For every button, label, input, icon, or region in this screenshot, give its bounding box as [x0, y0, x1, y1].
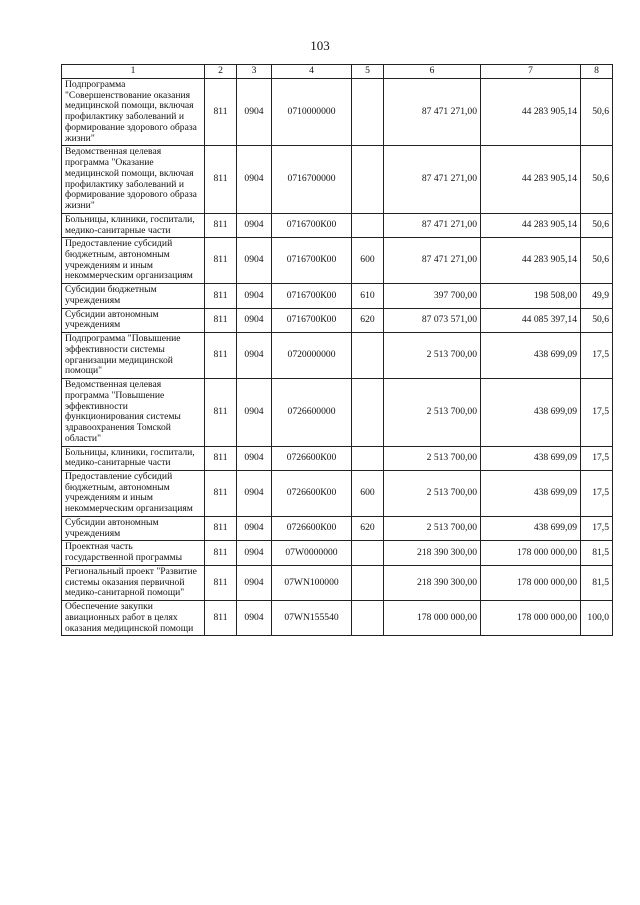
table-row	[62, 213, 613, 237]
row-target-code-cell: 0716700К00	[272, 284, 352, 308]
row-grbs-cell: 811	[205, 379, 237, 446]
row-plan-amount-cell: 2 513 700,00	[384, 333, 481, 379]
row-grbs-cell: 811	[205, 541, 237, 565]
header-col-8: 8	[581, 65, 613, 79]
row-name-cell: Субсидии автономным учреждениям	[62, 308, 205, 332]
row-percent-cell: 17,5	[581, 333, 613, 379]
row-section-cell: 0904	[237, 470, 272, 516]
table-row	[62, 541, 613, 565]
row-plan-amount-cell: 218 390 300,00	[384, 565, 481, 600]
row-grbs-cell: 811	[205, 470, 237, 516]
row-grbs-cell: 811	[205, 601, 237, 636]
row-section-cell: 0904	[237, 213, 272, 237]
row-plan-amount-cell: 2 513 700,00	[384, 470, 481, 516]
row-name-cell: Ведомственная целевая программа "Повышение эффективности функционирования системы здравоохранения Томской области"	[62, 379, 205, 446]
row-section-cell: 0904	[237, 238, 272, 284]
row-expense-type-cell	[352, 333, 384, 379]
table-row	[62, 238, 613, 284]
row-expense-type-cell	[352, 601, 384, 636]
row-name-cell: Субсидии бюджетным учреждениям	[62, 284, 205, 308]
row-name-cell: Обеспечение закупки авиационных работ в целях оказания медицинской помощи	[62, 601, 205, 636]
row-plan-amount-cell: 2 513 700,00	[384, 379, 481, 446]
row-section-cell: 0904	[237, 146, 272, 213]
table-row	[62, 516, 613, 540]
row-actual-amount-cell: 438 699,09	[481, 379, 581, 446]
row-grbs-cell: 811	[205, 308, 237, 332]
row-percent-cell: 50,6	[581, 308, 613, 332]
row-expense-type-cell	[352, 79, 384, 146]
row-expense-type-cell: 610	[352, 284, 384, 308]
row-name-cell: Подпрограмма "Совершенствование оказания медицинской помощи, включая профилактику заболеваний и формирование здорового образа жизни"	[62, 79, 205, 146]
header-col-6: 6	[384, 65, 481, 79]
table-row	[62, 308, 613, 332]
row-target-code-cell: 07W0000000	[272, 541, 352, 565]
row-expense-type-cell: 620	[352, 308, 384, 332]
row-target-code-cell: 0726600К00	[272, 470, 352, 516]
row-section-cell: 0904	[237, 284, 272, 308]
row-plan-amount-cell: 87 073 571,00	[384, 308, 481, 332]
row-section-cell: 0904	[237, 516, 272, 540]
row-grbs-cell: 811	[205, 146, 237, 213]
row-name-cell: Субсидии автономным учреждениям	[62, 516, 205, 540]
row-plan-amount-cell: 2 513 700,00	[384, 446, 481, 470]
row-percent-cell: 50,6	[581, 238, 613, 284]
row-percent-cell: 17,5	[581, 446, 613, 470]
row-target-code-cell: 0716700000	[272, 146, 352, 213]
row-target-code-cell: 0716700К00	[272, 213, 352, 237]
row-percent-cell: 49,9	[581, 284, 613, 308]
row-percent-cell: 50,6	[581, 213, 613, 237]
row-section-cell: 0904	[237, 446, 272, 470]
row-actual-amount-cell: 178 000 000,00	[481, 601, 581, 636]
row-name-cell: Больницы, клиники, госпитали, медико-санитарные части	[62, 446, 205, 470]
row-target-code-cell: 0726600000	[272, 379, 352, 446]
row-grbs-cell: 811	[205, 565, 237, 600]
row-actual-amount-cell: 178 000 000,00	[481, 565, 581, 600]
row-percent-cell: 17,5	[581, 516, 613, 540]
row-target-code-cell: 0716700К00	[272, 238, 352, 284]
row-section-cell: 0904	[237, 79, 272, 146]
row-actual-amount-cell: 178 000 000,00	[481, 541, 581, 565]
row-expense-type-cell	[352, 146, 384, 213]
row-target-code-cell: 0710000000	[272, 79, 352, 146]
row-percent-cell: 100,0	[581, 601, 613, 636]
row-plan-amount-cell: 87 471 271,00	[384, 213, 481, 237]
row-section-cell: 0904	[237, 565, 272, 600]
header-col-7: 7	[481, 65, 581, 79]
row-target-code-cell: 07WN155540	[272, 601, 352, 636]
row-grbs-cell: 811	[205, 516, 237, 540]
page-number: 103	[310, 38, 330, 53]
row-expense-type-cell	[352, 213, 384, 237]
row-section-cell: 0904	[237, 379, 272, 446]
row-actual-amount-cell: 44 085 397,14	[481, 308, 581, 332]
table-row	[62, 446, 613, 470]
row-name-cell: Проектная часть государственной программы	[62, 541, 205, 565]
row-expense-type-cell	[352, 541, 384, 565]
row-target-code-cell: 0716700К00	[272, 308, 352, 332]
row-grbs-cell: 811	[205, 284, 237, 308]
table-row	[62, 333, 613, 379]
row-grbs-cell: 811	[205, 213, 237, 237]
row-percent-cell: 17,5	[581, 379, 613, 446]
budget-table	[61, 64, 613, 636]
header-col-4: 4	[272, 65, 352, 79]
row-section-cell: 0904	[237, 333, 272, 379]
row-plan-amount-cell: 2 513 700,00	[384, 516, 481, 540]
table-row	[62, 379, 613, 446]
row-section-cell: 0904	[237, 541, 272, 565]
row-percent-cell: 50,6	[581, 146, 613, 213]
row-name-cell: Предоставление субсидий бюджетным, автономным учреждениям и иным некоммерческим организациям	[62, 470, 205, 516]
row-actual-amount-cell: 44 283 905,14	[481, 79, 581, 146]
table-row	[62, 470, 613, 516]
header-col-2: 2	[205, 65, 237, 79]
header-col-1: 1	[62, 65, 205, 79]
row-plan-amount-cell: 87 471 271,00	[384, 146, 481, 213]
row-section-cell: 0904	[237, 601, 272, 636]
row-plan-amount-cell: 397 700,00	[384, 284, 481, 308]
table-row	[62, 284, 613, 308]
header-col-5: 5	[352, 65, 384, 79]
row-name-cell: Региональный проект "Развитие системы оказания первичной медико-санитарной помощи"	[62, 565, 205, 600]
row-actual-amount-cell: 198 508,00	[481, 284, 581, 308]
row-percent-cell: 17,5	[581, 470, 613, 516]
row-section-cell: 0904	[237, 308, 272, 332]
row-name-cell: Подпрограмма "Повышение эффективности системы организации медицинской помощи"	[62, 333, 205, 379]
row-plan-amount-cell: 178 000 000,00	[384, 601, 481, 636]
row-grbs-cell: 811	[205, 79, 237, 146]
row-expense-type-cell	[352, 565, 384, 600]
row-actual-amount-cell: 438 699,09	[481, 516, 581, 540]
row-plan-amount-cell: 218 390 300,00	[384, 541, 481, 565]
row-plan-amount-cell: 87 471 271,00	[384, 79, 481, 146]
table-row	[62, 79, 613, 146]
table-row	[62, 146, 613, 213]
row-percent-cell: 50,6	[581, 79, 613, 146]
row-target-code-cell: 0726600К00	[272, 516, 352, 540]
row-actual-amount-cell: 438 699,09	[481, 446, 581, 470]
row-grbs-cell: 811	[205, 333, 237, 379]
row-actual-amount-cell: 44 283 905,14	[481, 238, 581, 284]
row-name-cell: Больницы, клиники, госпитали, медико-санитарные части	[62, 213, 205, 237]
row-percent-cell: 81,5	[581, 541, 613, 565]
table-row	[62, 565, 613, 600]
row-name-cell: Ведомственная целевая программа "Оказание медицинской помощи, включая профилактику заболеваний и формирование здорового образа жизни"	[62, 146, 205, 213]
row-target-code-cell: 07WN100000	[272, 565, 352, 600]
row-actual-amount-cell: 44 283 905,14	[481, 146, 581, 213]
row-expense-type-cell: 600	[352, 238, 384, 284]
row-expense-type-cell: 600	[352, 470, 384, 516]
row-target-code-cell: 0726600К00	[272, 446, 352, 470]
row-name-cell: Предоставление субсидий бюджетным, автономным учреждениям и иным некоммерческим организациям	[62, 238, 205, 284]
table-row	[62, 601, 613, 636]
row-expense-type-cell: 620	[352, 516, 384, 540]
row-grbs-cell: 811	[205, 446, 237, 470]
row-plan-amount-cell: 87 471 271,00	[384, 238, 481, 284]
row-expense-type-cell	[352, 379, 384, 446]
row-percent-cell: 81,5	[581, 565, 613, 600]
row-expense-type-cell	[352, 446, 384, 470]
row-actual-amount-cell: 44 283 905,14	[481, 213, 581, 237]
table-header-row	[62, 65, 613, 79]
row-grbs-cell: 811	[205, 238, 237, 284]
header-col-3: 3	[237, 65, 272, 79]
row-actual-amount-cell: 438 699,09	[481, 470, 581, 516]
row-actual-amount-cell: 438 699,09	[481, 333, 581, 379]
row-target-code-cell: 0720000000	[272, 333, 352, 379]
